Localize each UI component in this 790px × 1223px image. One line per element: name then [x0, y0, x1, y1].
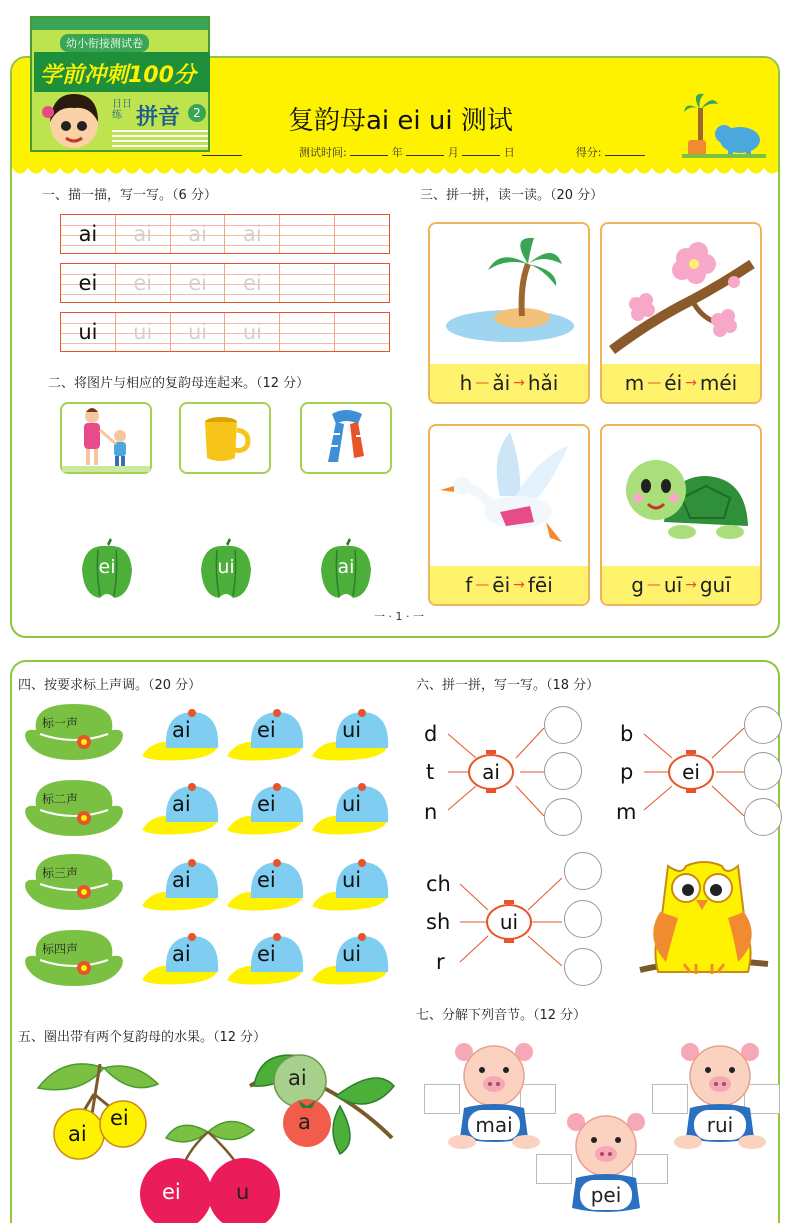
score-label: 得分:	[575, 146, 602, 159]
answer-circle[interactable]	[544, 706, 582, 744]
syllable: fēi	[527, 573, 553, 597]
initial-sh: sh	[426, 910, 451, 934]
flying-goose-illustration	[430, 426, 588, 566]
arrow-icon: →	[685, 375, 697, 391]
answer-circle[interactable]	[744, 706, 782, 744]
cap-label: ei	[257, 942, 276, 966]
pig-rui	[668, 1040, 772, 1150]
initial: h	[459, 371, 473, 395]
initial-n: n	[424, 800, 438, 824]
cap-label: ei	[257, 718, 276, 742]
page-title	[288, 100, 513, 137]
cap-label: ai	[172, 868, 191, 892]
pepper-ei[interactable]	[78, 538, 136, 600]
cap-label: ei	[257, 792, 276, 816]
syllable: hǎi	[527, 371, 559, 395]
hat-label: 标四声	[42, 942, 79, 956]
blank-cell[interactable]	[335, 215, 389, 253]
day-label: 日	[503, 146, 515, 159]
writing-row-ai[interactable]	[60, 214, 390, 254]
cap-label: ai	[172, 792, 191, 816]
page-number: 一 · 1 · 一	[374, 610, 424, 623]
underline-blank	[202, 155, 242, 156]
final: éi	[664, 371, 683, 395]
plum-blossom-illustration	[602, 224, 760, 364]
initial-d: d	[424, 722, 438, 746]
arrow-icon: →	[513, 577, 525, 593]
fruit-label: ei	[110, 1106, 129, 1130]
pig-label-bubble	[468, 1110, 520, 1140]
hat-label: 标一声	[42, 716, 79, 730]
picture-mother-child[interactable]	[60, 402, 152, 474]
cap-ai[interactable]	[142, 932, 220, 986]
initial-r: r	[436, 950, 445, 974]
test-info-line	[202, 144, 645, 160]
trace-letter: ai	[133, 222, 153, 246]
page-title-text: 复韵母ai ei ui 测试	[288, 106, 513, 136]
section4-heading: 四、按要求标上声调。（20 分）	[18, 678, 202, 693]
final: ēi	[492, 573, 511, 597]
initial-b: b	[620, 722, 634, 746]
section6-heading: 六、拼一拼，写一写。（18 分）	[416, 678, 600, 693]
pig-label: rui	[706, 1113, 734, 1137]
blank-cell[interactable]	[335, 313, 389, 351]
year-blank[interactable]	[350, 155, 388, 156]
trace-letter: ei	[188, 271, 207, 295]
pig-pei	[554, 1110, 658, 1220]
writing-row-ei[interactable]	[60, 263, 390, 303]
hat-tone2	[22, 776, 126, 842]
cap-label: ai	[172, 718, 191, 742]
dash-arrow: —	[475, 577, 490, 593]
blank-cell[interactable]	[335, 264, 389, 302]
trace-letter: ui	[187, 320, 208, 344]
palm-elephant-illustration	[682, 88, 766, 160]
cap-label: ai	[172, 942, 191, 966]
arrow-icon: →	[513, 375, 525, 391]
cap-ei[interactable]	[227, 932, 305, 986]
section2-heading: 二、将图片与相应的复韵母连起来。（12 分）	[48, 376, 310, 391]
dash-arrow: —	[475, 375, 490, 391]
header-scallop	[12, 166, 778, 182]
final: uī	[663, 573, 683, 597]
lead-letter: ei	[78, 271, 98, 295]
cap-ai[interactable]	[142, 782, 220, 836]
cap-label: ui	[342, 868, 362, 892]
hat-tone1	[22, 700, 126, 766]
syllable: méi	[699, 371, 738, 395]
pig-label-bubble	[694, 1110, 746, 1140]
trace-letter: ui	[133, 320, 153, 344]
initial-ch: ch	[426, 872, 451, 896]
cap-ai[interactable]	[142, 858, 220, 912]
syllable: guī	[699, 573, 731, 597]
section7-heading: 七、分解下列音节。（12 分）	[416, 1008, 587, 1023]
answer-circle[interactable]	[564, 900, 602, 938]
trace-letter: ai	[188, 222, 207, 246]
pepper-ai[interactable]	[317, 538, 375, 600]
section1-heading: 一、描一描，写一写。（6 分）	[42, 188, 217, 203]
cap-label: ui	[342, 792, 362, 816]
card-fei	[428, 424, 590, 606]
pig-label: mai	[475, 1113, 513, 1137]
test-time-label: 测试时间:	[299, 146, 347, 159]
card-mei	[600, 222, 762, 404]
trace-letter: ei	[243, 271, 262, 295]
final: ǎi	[492, 371, 511, 395]
cap-ei[interactable]	[227, 782, 305, 836]
blank-cell[interactable]	[280, 264, 335, 302]
cap-label: ui	[342, 718, 362, 742]
lantern-label: ui	[499, 910, 519, 934]
fruit-label: ai	[68, 1122, 87, 1146]
answer-circle[interactable]	[564, 948, 602, 986]
pig-label-bubble	[580, 1180, 632, 1210]
turtle-illustration	[602, 426, 760, 566]
initial-t: t	[426, 760, 435, 784]
cover-top-strip	[32, 18, 208, 30]
month-label: 月	[447, 146, 459, 159]
fruit-label: u	[236, 1180, 250, 1204]
cover-subtitle: 拼音	[136, 105, 181, 130]
cover-badge: 日日练	[112, 99, 132, 121]
fruit-label: ei	[162, 1180, 181, 1204]
year-label: 年	[391, 146, 403, 159]
pinyin-band	[430, 566, 588, 604]
pinyin-band	[602, 364, 760, 402]
cap-ei[interactable]	[227, 858, 305, 912]
hat-tone4	[22, 926, 126, 992]
month-blank[interactable]	[406, 155, 444, 156]
arrow-icon: →	[685, 577, 697, 593]
initial-m: m	[616, 800, 637, 824]
cap-ui[interactable]	[312, 858, 390, 912]
lantern-ui	[486, 900, 532, 944]
pig-mai	[442, 1040, 546, 1150]
book-cover	[30, 16, 210, 152]
dash-arrow: —	[646, 577, 661, 593]
answer-circle[interactable]	[564, 852, 602, 890]
initial: g	[631, 573, 644, 597]
owl-illustration	[638, 852, 770, 982]
dash-arrow: —	[647, 375, 662, 391]
pinyin-band	[602, 566, 760, 604]
hat-tone3	[22, 850, 126, 916]
pinyin-band	[430, 364, 588, 402]
answer-circle[interactable]	[744, 752, 782, 790]
score-blank[interactable]	[605, 155, 645, 156]
lead-letter: ai	[78, 222, 98, 246]
pepper-label: ui	[217, 556, 235, 578]
picture-cup[interactable]	[179, 402, 271, 474]
pepper-label: ai	[337, 556, 355, 578]
island-illustration	[430, 224, 588, 364]
writing-row-ui[interactable]	[60, 312, 390, 352]
card-gui	[600, 424, 762, 606]
cap-ei[interactable]	[227, 708, 305, 762]
card-haishore	[428, 222, 590, 404]
initial-p: p	[620, 760, 634, 784]
cap-ui[interactable]	[312, 932, 390, 986]
fruit-label: ai	[288, 1066, 307, 1090]
lantern-label: ei	[682, 760, 700, 784]
lantern-ai	[468, 750, 514, 794]
cap-label: ui	[342, 942, 362, 966]
picture-scarf[interactable]	[300, 402, 392, 474]
cover-volume-number: 2	[188, 104, 206, 122]
cap-ui[interactable]	[312, 782, 390, 836]
cap-ai[interactable]	[142, 708, 220, 762]
pepper-label: ei	[98, 556, 116, 578]
initial: f	[465, 573, 473, 597]
answer-circle[interactable]	[544, 752, 582, 790]
child-face-illustration	[40, 88, 110, 152]
section5-heading: 五、圈出带有两个复韵母的水果。（12 分）	[18, 1030, 267, 1045]
blank-cell[interactable]	[280, 313, 335, 351]
answer-circle[interactable]	[544, 798, 582, 836]
answer-circle[interactable]	[744, 798, 782, 836]
pig-label: pei	[590, 1183, 622, 1207]
cap-label: ei	[257, 868, 276, 892]
trace-letter: ui	[242, 320, 262, 344]
cover-strip-lines	[112, 130, 208, 148]
fruit-label: a	[298, 1110, 311, 1134]
trace-letter: ai	[243, 222, 262, 246]
section3-heading: 三、拼一拼，读一读。（20 分）	[420, 188, 604, 203]
pepper-ui[interactable]	[197, 538, 255, 600]
blank-cell[interactable]	[280, 215, 335, 253]
cap-ui[interactable]	[312, 708, 390, 762]
cover-title: 学前冲刺100分	[34, 52, 210, 92]
trace-letter: ei	[133, 271, 153, 295]
initial: m	[624, 371, 645, 395]
day-blank[interactable]	[462, 155, 500, 156]
lead-letter: ui	[78, 320, 98, 344]
lantern-label: ai	[482, 760, 500, 784]
hat-label: 标二声	[42, 792, 79, 806]
lantern-ei	[668, 750, 714, 794]
hat-label: 标三声	[42, 866, 79, 880]
cover-banner: 幼小衔接测试卷	[60, 34, 149, 52]
